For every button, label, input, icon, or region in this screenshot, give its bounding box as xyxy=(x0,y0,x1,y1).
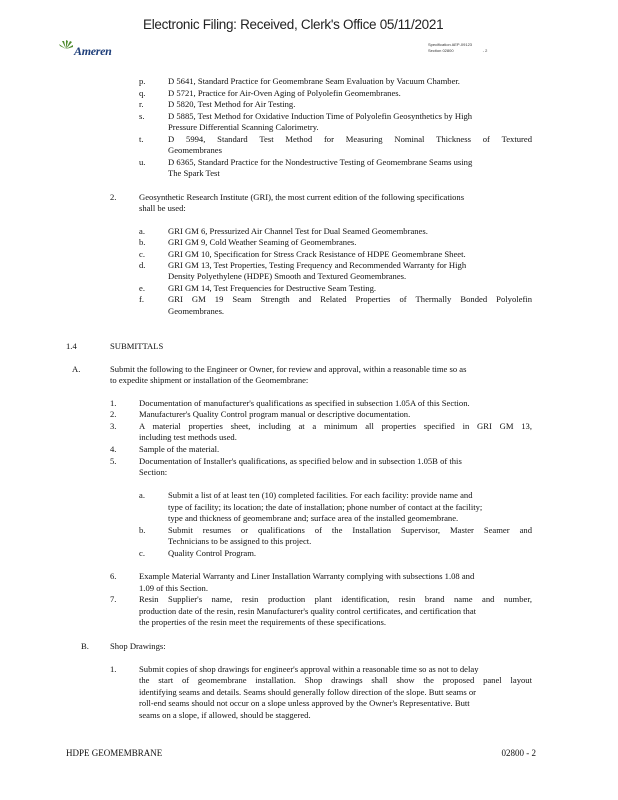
list-item: D 5820, Test Method for Air Testing. xyxy=(168,99,296,109)
list-item-cont: Technicians to be assigned to this project. xyxy=(168,536,312,546)
list-item: Manufacturer's Quality Control program manual or descriptive documentation. xyxy=(139,409,411,419)
list-item: GRI GM 9, Cold Weather Seaming of Geomembranes. xyxy=(168,237,357,247)
list-marker: t. xyxy=(139,134,144,144)
list-item: Submit a list of at least ten (10) completed facilities. For each facility: provide name and xyxy=(168,490,473,500)
list-marker: 1. xyxy=(110,398,117,408)
list-item: GRI GM 10, Specification for Stress Crack Resistance of HDPE Geomembrane Sheet. xyxy=(168,249,466,259)
list-marker: a. xyxy=(139,226,145,236)
list-item: A material properties sheet, including at a minimum all properties specified in GRI GM 13, xyxy=(139,421,532,431)
list-item: GRI GM 19 Seam Strength and Related Properties of Thermally Bonded Polyolefin xyxy=(168,294,532,304)
list-marker: 2. xyxy=(110,409,117,419)
list-marker: 7. xyxy=(110,594,117,604)
section-number: 1.4 xyxy=(66,341,77,351)
list-item: GRI GM 14, Test Frequencies for Destructive Seam Testing. xyxy=(168,283,377,293)
list-marker: c. xyxy=(139,548,145,558)
filing-stamp: Electronic Filing: Received, Clerk's Office 05/11/2021 xyxy=(143,17,444,32)
list-marker: p. xyxy=(139,76,146,86)
list-marker: d. xyxy=(139,260,146,270)
list-item-cont: Pressure Differential Scanning Calorimetry. xyxy=(168,122,319,132)
list-item: D 6365, Standard Practice for the Nondestructive Testing of Geomembrane Seams using xyxy=(168,157,473,167)
list-item-cont: Geomembranes xyxy=(168,145,222,155)
list-item: D 5885, Test Method for Oxidative Induction Time of Polyolefin Geosynthetics by High xyxy=(168,111,473,121)
list-marker: q. xyxy=(139,88,146,98)
spec-page: - 2 xyxy=(482,48,488,53)
list-item-cont: production date of the resin, resin Manufacturer's quality control certificates, and certification that xyxy=(139,606,477,616)
list-item: Sample of the material. xyxy=(139,444,220,454)
paragraph-line: Geosynthetic Research Institute (GRI), the most current edition of the following specifications xyxy=(139,192,465,202)
list-item-cont: The Spark Test xyxy=(168,168,220,178)
list-item-cont: seams on a slope, if allowed, should be staggered. xyxy=(139,710,311,720)
list-item: Submit copies of shop drawings for engineer's approval within a reasonable time so as not to delay xyxy=(139,664,479,674)
footer-left: HDPE GEOMEMBRANE xyxy=(66,748,163,758)
list-item-cont: 1.09 of this Section. xyxy=(139,583,208,593)
list-marker: 3. xyxy=(110,421,117,431)
list-marker: 1. xyxy=(110,664,117,674)
sunburst-icon xyxy=(58,40,74,56)
list-item: D 5641, Standard Practice for Geomembrane Seam Evaluation by Vacuum Chamber. xyxy=(168,76,460,86)
spec-number: Specification AEP-09123 xyxy=(428,42,473,47)
list-item-cont: Geomembranes. xyxy=(168,306,225,316)
list-marker: 6. xyxy=(110,571,117,581)
list-item-cont: the start of geomembrane installation. Shop drawings shall show the proposed panel layout xyxy=(139,675,532,685)
list-item: Example Material Warranty and Liner Installation Warranty complying with subsections 1.08 and xyxy=(139,571,475,581)
footer-page-number: 02800 - 2 xyxy=(501,748,536,758)
list-item: Submit resumes or qualifications of the Installation Supervisor, Master Seamer and xyxy=(168,525,532,535)
list-marker: B. xyxy=(81,641,89,651)
list-item-cont: the properties of the resin meet the requirements of these specifications. xyxy=(139,617,386,627)
list-item: Documentation of manufacturer's qualifications as specified in subsection 1.05A of this Section. xyxy=(139,398,470,408)
list-item-cont: type and thickness of geomembrane and; surface area of the installed geomembrane. xyxy=(168,513,459,523)
list-marker: r. xyxy=(139,99,144,109)
ameren-logo xyxy=(58,40,148,62)
spec-block xyxy=(428,42,487,54)
list-item: D 5721, Practice for Air-Oven Aging of Polyolefin Geomembranes. xyxy=(168,88,401,98)
list-item-cont: Section: xyxy=(139,467,168,477)
list-item-cont: including test methods used. xyxy=(139,432,237,442)
list-item-cont: Density Polyethylene (HDPE) Smooth and Textured Geomembranes. xyxy=(168,271,407,281)
list-item: Documentation of Installer's qualifications, as specified below and in subsection 1.05B of this xyxy=(139,456,462,466)
list-marker: 2. xyxy=(110,192,117,202)
logo-text: Ameren xyxy=(74,44,112,58)
list-item: Resin Supplier's name, resin production plant identification, resin brand name and number, xyxy=(139,594,532,604)
paragraph-line: to expedite shipment or installation of the Geomembrane: xyxy=(110,375,309,385)
paragraph-line: Submit the following to the Engineer or Owner, for review and approval, within a reasonable time so as xyxy=(110,364,467,374)
spec-section: Section 02800 - 2 xyxy=(428,48,488,53)
paragraph-line: shall be used: xyxy=(139,203,186,213)
list-marker: u. xyxy=(139,157,146,167)
list-marker: a. xyxy=(139,490,145,500)
subsection-title: Shop Drawings: xyxy=(110,641,166,651)
list-item: Quality Control Program. xyxy=(168,548,257,558)
list-marker: A. xyxy=(72,364,81,374)
list-item-cont: type of facility; its location; the date of installation; phone number of contact at the facility; xyxy=(168,502,483,512)
list-marker: s. xyxy=(139,111,145,121)
list-marker: 4. xyxy=(110,444,117,454)
list-item-cont: roll-end seams should not occur on a slope unless approved by the Owner's Representative. Butt xyxy=(139,698,470,708)
list-item-cont: identifying seams and details. Seams should generally follow direction of the slope. Butt seams or xyxy=(139,687,476,697)
list-marker: e. xyxy=(139,283,145,293)
section-title: SUBMITTALS xyxy=(110,341,164,351)
list-item: GRI GM 13, Test Properties, Testing Frequency and Recommended Warranty for High xyxy=(168,260,467,270)
list-marker: b. xyxy=(139,525,146,535)
list-item: GRI GM 6, Pressurized Air Channel Test for Dual Seamed Geomembranes. xyxy=(168,226,428,236)
list-marker: f. xyxy=(139,294,145,304)
list-item: D 5994, Standard Test Method for Measuring Nominal Thickness of Textured xyxy=(168,134,532,144)
list-marker: c. xyxy=(139,249,145,259)
list-marker: 5. xyxy=(110,456,117,466)
list-marker: b. xyxy=(139,237,146,247)
